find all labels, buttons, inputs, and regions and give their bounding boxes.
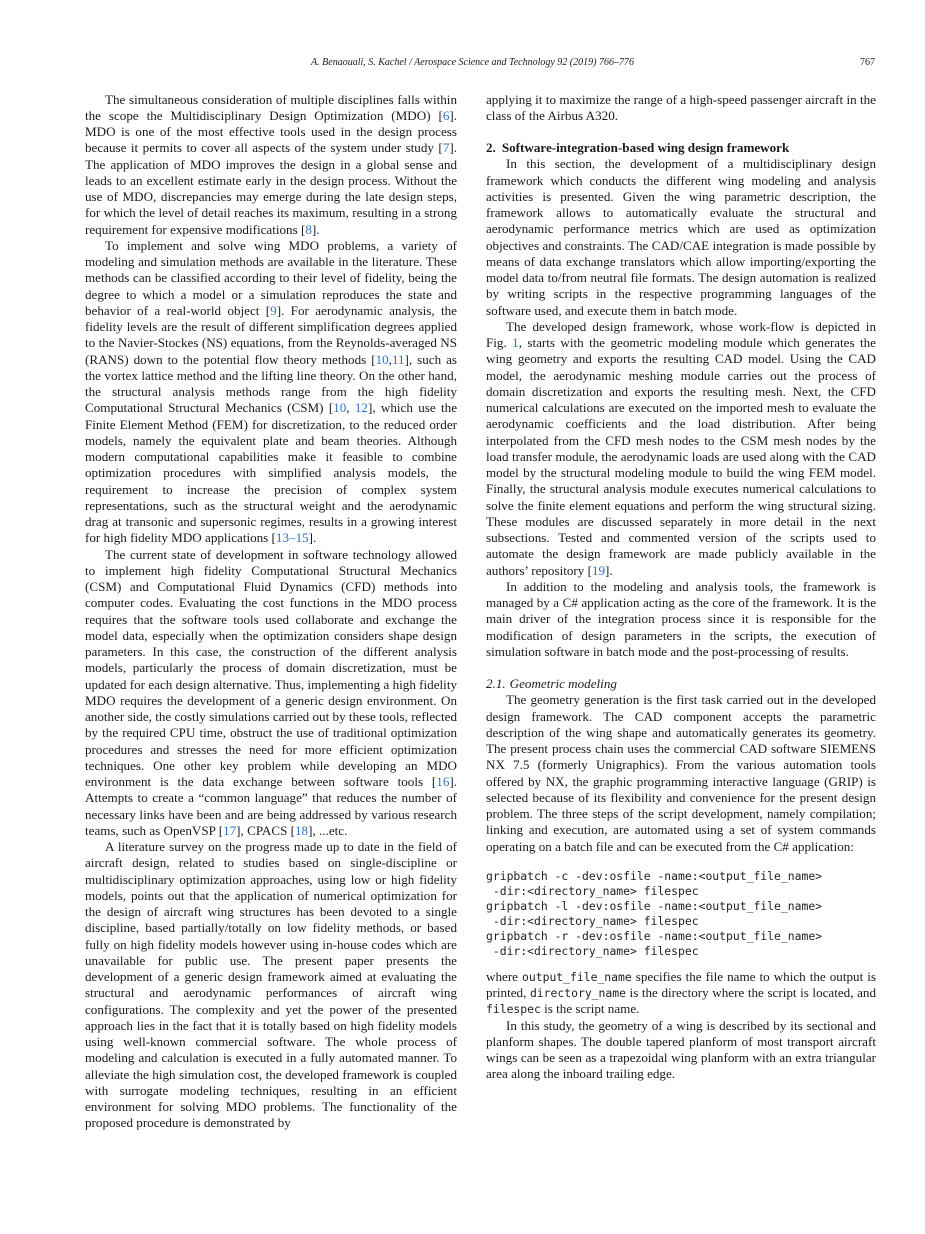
citation-link[interactable]: 7 — [442, 140, 450, 156]
citation-link[interactable]: 6 — [442, 107, 450, 123]
right-column — [486, 92, 876, 1083]
left-column — [85, 92, 457, 1132]
paragraph: In this section, the development of a multidisciplinary design framework which conducts the different wing modeling and analysis activities is presented. Given the wing parametric description, the framework allows to automatically evaluate the structural and aerodynamic performance metrics which are used as optimization objectives and constraints. The CAD/CAE integration is made possible by means of data exchange translators which allow importing/exporting the model data to/from neutral file formats. The design automation is realized by writing scripts in the respective programming languages of the software used, and execute them in batch mode. — [486, 156, 876, 318]
inline-code: directory_name — [529, 986, 626, 1000]
paragraph: To implement and solve wing MDO problems, a variety of modeling and simulation methods are available in the literature. These methods can be classified according to their level of fidelity, being the degree to which a model or a simulation reproduces the state and behavior of a real-world object [9]. For aerodynamic analysis, the fidelity levels are the result of different simplification degrees applied to the Navier-Stockes (NS) equations, from the Reynolds-averaged NS (RANS) down to the potential flow theory methods [10,11], such as the vortex lattice method and the lifting line theory. On the other hand, the structural analysis methods range from the high fidelity Computational Structural Mechanics (CSM) [10, 12], which use the Finite Element Method (FEM) for discretization, to the reduced order models, namely the equivalent plate and beam theories. Although modern computational capabilities make it feasible to combine optimization procedures with simplified analysis models, the requirement to increase the precision of complex system representations, such as the structural weight and the aerodynamic drag at transonic and supersonic regimes, results in a growing interest for high fidelity MDO applications [13–15]. — [85, 237, 458, 546]
citation-link[interactable]: 10 — [375, 351, 389, 367]
citation-link[interactable]: 17 — [223, 822, 237, 838]
running-header — [0, 56, 925, 70]
citation-link[interactable]: 13–15 — [275, 530, 309, 546]
running-title: A. Benaouali, S. Kachel / Aerospace Science and Technology 92 (2019) 766–776 — [311, 57, 634, 68]
paragraph: In this study, the geometry of a wing is described by its sectional and planform shapes. The double tapered planform of most transport aircraft wings can be seen as a trapezoidal wing planform with an extra triangular area along the inboard trailing edge. — [486, 1017, 876, 1082]
figure-link[interactable]: 1 — [512, 335, 519, 350]
page-number: 767 — [860, 57, 875, 68]
paragraph: applying it to maximize the range of a high-speed passenger aircraft in the class of the Airbus A320. — [486, 91, 876, 123]
paragraph: In addition to the modeling and analysis tools, the framework is managed by a C# application acting as the core of the framework. It is the main driver of the integration process since it is responsible for the modification of design parameters in the scripts, the execution of simulation software in batch mode and the post-processing of results. — [486, 578, 876, 659]
paragraph: The developed design framework, whose work-flow is depicted in Fig. 1, starts with the geometric modeling module which generates the wing geometry and exports the resulting CAD model. Using the CAD model, the aerodynamic meshing module carries out the process of domain discretization and exports the resulting mesh. Next, the CFD numerical calculations are executed on the imported mesh to evaluate the aerodynamic coefficients and the load distribution. After being interpolated from the CFD mesh nodes to the CSM mesh nodes by the load transfer module, the aerodynamic loads are used along with the CAD model by the structural modeling module to build the wing FEM model. Finally, the structural analysis module executes numerical calculations to solve the finite element equations and perform the wing structural sizing. These modules are discussed separately in more detail in the next subsections. Tested and commented version of the scripts used to automate the design framework are made publicly available in the authors’ repository [19]. — [486, 318, 876, 578]
citation-link[interactable]: 10 — [333, 400, 347, 416]
paragraph: The simultaneous consideration of multiple disciplines falls within the scope the Multidisciplinary Design Optimization (MDO) [6]. MDO is one of the most effective tools used in the design process because it permits to cover all aspects of the system under study [7]. The application of MDO improves the design in a global sense and leads to an excellent estimate early in the design process. Without the use of MDO, discrepancies may emerge during the late design steps, for which the level of detail reaches its maximum, resulting in a strong requirement for expensive modifications [8]. — [85, 91, 457, 237]
citation-link[interactable]: 12 — [354, 400, 368, 416]
paragraph: The current state of development in software technology allowed to implement high fidelity Computational Structural Mechanics (CSM) and Computational Fluid Dynamics (CFD) methods into computer codes. Evaluating the cost functions in the MDO process requires that the software tools used collaborate and exchange the model data, especially when the optimization considers shape design parameters. In this case, the construction of the different analysis models, particularly the process of domain discretization, must be updated for each design alternative. Thus, implementing a high fidelity MDO requires the development of a generic design environment. On another side, the costly simulations carried out by these tools, reflected by the required CPU time, obstruct the use of traditional optimization procedures and stresses the need for more efficient optimization techniques. One other key problem while developing an MDO environment is the data exchange between software tools [16]. Attempts to create a “common language” that reduces the number of necessary links have been and are being addressed by various research teams, such as OpenVSP [17], CPACS [18], ...etc. — [85, 546, 457, 838]
subsection-heading — [486, 676, 876, 692]
citation-link[interactable]: 9 — [270, 302, 277, 318]
citation-link[interactable]: 11 — [391, 351, 405, 367]
citation-link[interactable]: 19 — [591, 562, 606, 578]
code-block: gripbatch -c -dev:osfile -name:<output_file_name> -dir:<directory_name> filespec gripbatch -l -dev:osfile -name:<output_file_name> -dir:<directory_name> filespec gripbatch -r -dev:osfile -name:<output_file_name> -dir:<directory_name> filespec — [486, 868, 823, 958]
paragraph: A literature survey on the progress made up to date in the field of aircraft design, related to studies based on single-discipline or multidisciplinary optimization approaches, using low or high fidelity models, points out that the application of numerical optimization for the design of aircraft wing structures has been devoted to a single discipline, based partially/totally on low fidelity methods, or based fully on high fidelity models however using in-house codes which are unavailable for public use. The present paper presents the development of a generic design framework aimed at evaluating the structural and aerodynamic performances of aircraft wing configurations. The complexity and yet the power of the presented approach lies in the fact that it is totally based on high fidelity models using well-known commercial software. The whole process of modeling and calculation is executed in a fully automated manner. To alleviate the high simulation cost, the developed framework is coupled with surrogate modeling techniques, resulting in an efficient environment for solving MDO problems. The functionality of the proposed procedure is demonstrated by — [85, 839, 457, 1131]
paragraph: where output_file_name specifies the file name to which the output is printed, directory_name is the directory where the script is located, and filespec is the script name. — [486, 968, 876, 1017]
section-number: 2. — [486, 140, 496, 155]
citation-link[interactable]: 16 — [436, 774, 450, 789]
paragraph: The geometry generation is the first task carried out in the developed design framework. The CAD component accepts the parametric description of the wing shape and automatically generates its geometry. The present process chain uses the commercial CAD software SIEMENS NX 7.5 (formerly Unigraphics). From the various automation tools offered by NX, the graphic programming interactive language (GRIP) is selected because of its flexibility and convenience for the present design problem. The three steps of the script development, namely compilation; linking and execution, are automated using a set of system commands operating on a batch file and can be executed from the C# application: — [486, 692, 876, 854]
subsection-number: 2.1. — [486, 676, 506, 691]
citation-link[interactable]: 8 — [305, 221, 312, 237]
subsection-title: Geometric modeling — [509, 676, 617, 691]
inline-code: filespec — [486, 1002, 541, 1017]
section-heading — [486, 140, 876, 156]
citation-link[interactable]: 18 — [295, 822, 309, 838]
section-title: Software-integration-based wing design framework — [501, 140, 790, 155]
inline-code: output_file_name — [522, 969, 632, 984]
